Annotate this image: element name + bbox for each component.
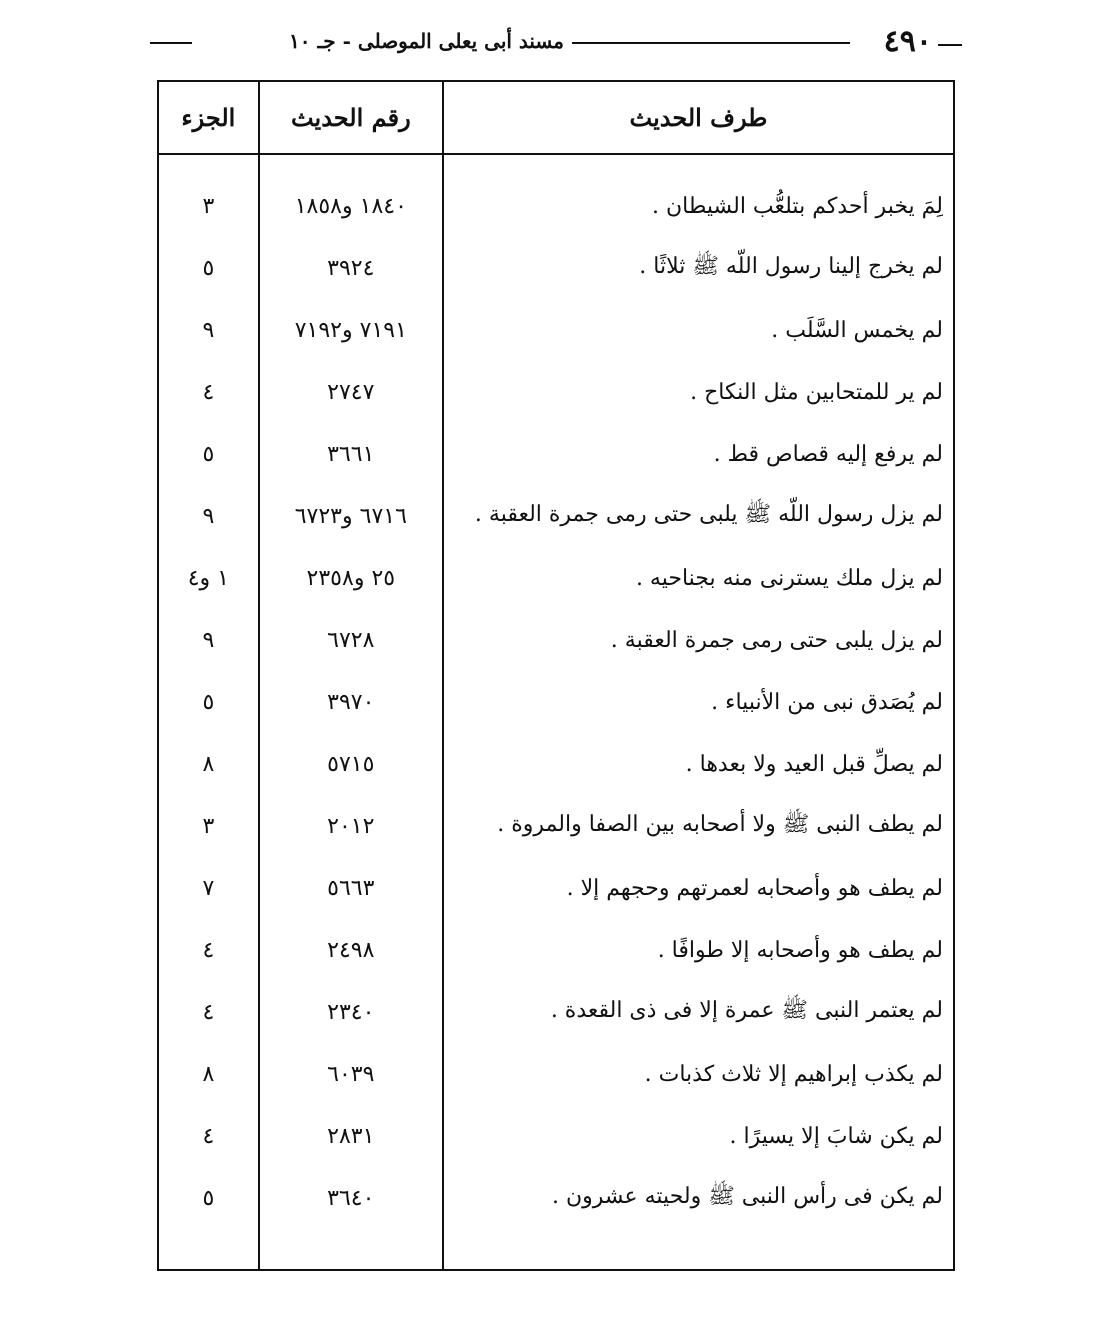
hadith-text: لم يخرج إلينا رسول اللّه ﷺ ثلاثًا .: [443, 237, 954, 299]
volume-number: ٥: [202, 1185, 215, 1211]
volume-number: ١ و٤: [187, 565, 229, 591]
table-row: [158, 1167, 954, 1229]
table-row: [158, 671, 954, 733]
hadith-number: ٥٧١٥: [259, 733, 443, 795]
table-row: [158, 733, 954, 795]
table-row: [158, 981, 954, 1043]
table-row: [158, 485, 954, 547]
hadith-number: ٦٧١٦ و٦٧٢٣: [259, 485, 443, 547]
hadith-text: لم يخمس السَّلَب .: [443, 299, 954, 361]
hadith-number: ٢٨٣١: [259, 1105, 443, 1167]
hadith-text: لم يكن فى رأس النبى ﷺ ولحيته عشرون .: [443, 1167, 954, 1229]
hadith-text: لم يطف النبى ﷺ ولا أصحابه بين الصفا والمروة .: [443, 795, 954, 857]
header-hadith-number: رقم الحديث: [259, 81, 443, 154]
hadith-number: ٣٩٧٠: [259, 671, 443, 733]
hadith-text: لم يعتمر النبى ﷺ عمرة إلا فى ذى القعدة .: [443, 981, 954, 1043]
table-row: [158, 299, 954, 361]
volume-number: ٨: [202, 751, 215, 777]
table-row: [158, 919, 954, 981]
volume-number: ٤: [202, 379, 215, 405]
table-row: [158, 795, 954, 857]
volume-number: ٤: [202, 999, 215, 1025]
hadith-text: لم يطف هو وأصحابه إلا طوافًا .: [443, 919, 954, 981]
hadith-text: لم يكن شابَ إلا يسيرًا .: [443, 1105, 954, 1167]
hadith-text: لم يكذب إبراهيم إلا ثلاث كذبات .: [443, 1043, 954, 1105]
hadith-number: ١٨٤٠ و١٨٥٨: [259, 175, 443, 237]
hadith-number: ٢٤٩٨: [259, 919, 443, 981]
hadith-number: ٥٦٦٣: [259, 857, 443, 919]
table-row: [158, 547, 954, 609]
table-row: [158, 1105, 954, 1167]
table-header-row: [158, 81, 954, 154]
hadith-number: ٢٠١٢: [259, 795, 443, 857]
table-row: [158, 423, 954, 485]
header-volume: الجزء: [158, 81, 259, 154]
page-header: [150, 22, 962, 66]
volume-number: ٧: [202, 875, 215, 901]
hadith-number: ٣٦٤٠: [259, 1167, 443, 1229]
hadith-number: ٣٩٢٤: [259, 237, 443, 299]
hadith-text: لم ير للمتحابين مثل النكاح .: [443, 361, 954, 423]
volume-number: ٥: [202, 689, 215, 715]
hadith-text: لِمَ يخبر أحدكم بتلعُّب الشيطان .: [443, 175, 954, 237]
hadith-number: ٣٦٦١: [259, 423, 443, 485]
header-hadith-text: طرف الحديث: [443, 81, 954, 154]
hadith-text: لم يرفع إليه قصاص قط .: [443, 423, 954, 485]
hadith-text: لم يزل ملك يسترنى منه بجناحيه .: [443, 547, 954, 609]
volume-number: ٥: [202, 255, 215, 281]
hadith-number: ٢٥ و٢٣٥٨: [259, 547, 443, 609]
table-row: [158, 237, 954, 299]
hadith-text: لم يطف هو وأصحابه لعمرتهم وحجهم إلا .: [443, 857, 954, 919]
volume-number: ٤: [202, 937, 215, 963]
volume-number: ٣: [202, 193, 215, 219]
table-row: [158, 361, 954, 423]
hadith-number: ٦٠٣٩: [259, 1043, 443, 1105]
hadith-number: ٦٧٢٨: [259, 609, 443, 671]
hadith-text: لم يُصَدق نبى من الأنبياء .: [443, 671, 954, 733]
hadith-text: لم يزل رسول اللّه ﷺ يلبى حتى رمى جمرة العقبة .: [443, 485, 954, 547]
hadith-index-table: [157, 80, 955, 1271]
spacer-row: [158, 154, 954, 175]
volume-number: ٨: [202, 1061, 215, 1087]
volume-number: ٤: [202, 1123, 215, 1149]
volume-number: ٩: [202, 317, 215, 343]
hadith-number: ٢٧٤٧: [259, 361, 443, 423]
header-rule-end: [150, 42, 192, 44]
header-rule: [572, 42, 850, 44]
volume-number: ٩: [202, 503, 215, 529]
table-row: [158, 609, 954, 671]
table-row: [158, 1043, 954, 1105]
hadith-number: ٢٣٤٠: [259, 981, 443, 1043]
table-row: [158, 857, 954, 919]
volume-number: ٣: [202, 813, 215, 839]
page-number: ٤٩٠: [884, 22, 962, 62]
running-title: مسند أبى يعلى الموصلى - جـ ١٠: [289, 29, 564, 53]
spacer-row: [158, 1229, 954, 1270]
table-row: [158, 175, 954, 237]
hadith-text: لم يصلِّ قبل العيد ولا بعدها .: [443, 733, 954, 795]
volume-number: ٩: [202, 627, 215, 653]
hadith-number: ٧١٩١ و٧١٩٢: [259, 299, 443, 361]
hadith-text: لم يزل يلبى حتى رمى جمرة العقبة .: [443, 609, 954, 671]
volume-number: ٥: [202, 441, 215, 467]
